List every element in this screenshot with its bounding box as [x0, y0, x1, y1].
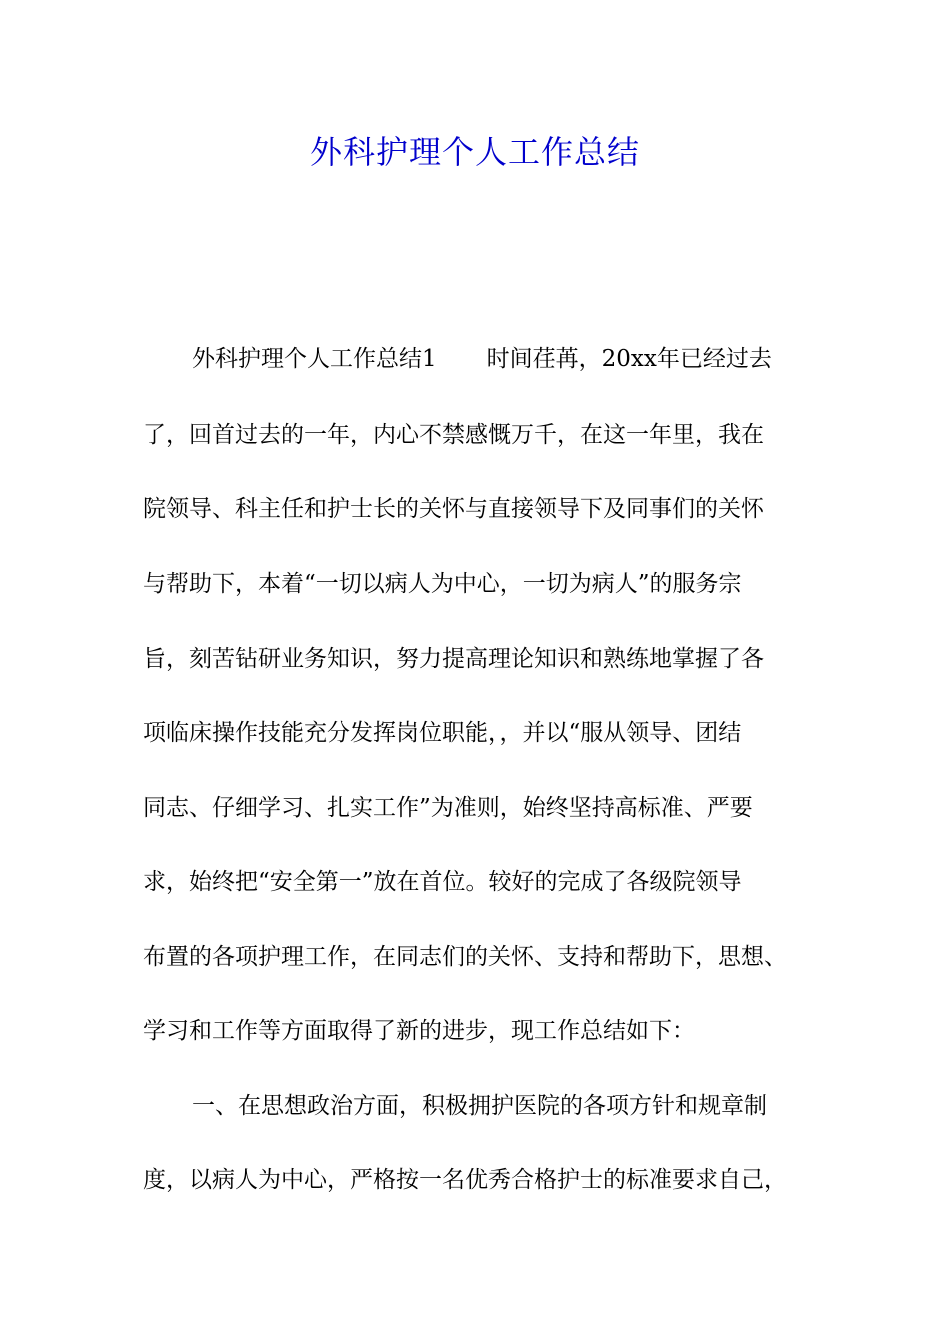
paragraph-line: 同志、仔细学习、扎实工作”为准则，始终坚持高标准、严要	[143, 795, 753, 821]
paragraph-line: 学习和工作等方面取得了新的进步，现工作总结如下：	[143, 1018, 695, 1044]
paragraph-line: 了，回首过去的一年，内心不禁感慨万千，在这一年里，我在	[143, 422, 764, 448]
paragraph-line: 旨，刻苦钻研业务知识，努力提高理论知识和熟练地掌握了各	[143, 646, 764, 672]
paragraph-line: 与帮助下，本着“一切以病人为中心，一切为病人”的服务宗	[143, 571, 742, 597]
paragraph-line: 一、在思想政治方面，积极拥护医院的各项方针和规章制	[192, 1093, 767, 1119]
paragraph-line: 院领导、科主任和护士长的关怀与直接领导下及同事们的关怀	[143, 496, 764, 522]
document-title: 外科护理个人工作总结	[309, 133, 640, 171]
paragraph-line: 求，始终把“安全第一”放在首位。较好的完成了各级院领导	[143, 869, 742, 895]
paragraph-line	[192, 339, 772, 379]
paragraph-line: 布置的各项护理工作，在同志们的关怀、支持和帮助下，思想、	[143, 944, 787, 970]
section-heading-inline: 外科护理个人工作总结1	[192, 346, 437, 372]
paragraph-text: 时间荏苒，20xx年已经过去	[486, 346, 772, 372]
paragraph-line: 项临床操作技能充分发挥岗位职能，，并以“服从领导、团结	[143, 720, 742, 746]
paragraph-line: 度，以病人为中心，严格按一名优秀合格护士的标准要求自己，	[143, 1167, 787, 1193]
